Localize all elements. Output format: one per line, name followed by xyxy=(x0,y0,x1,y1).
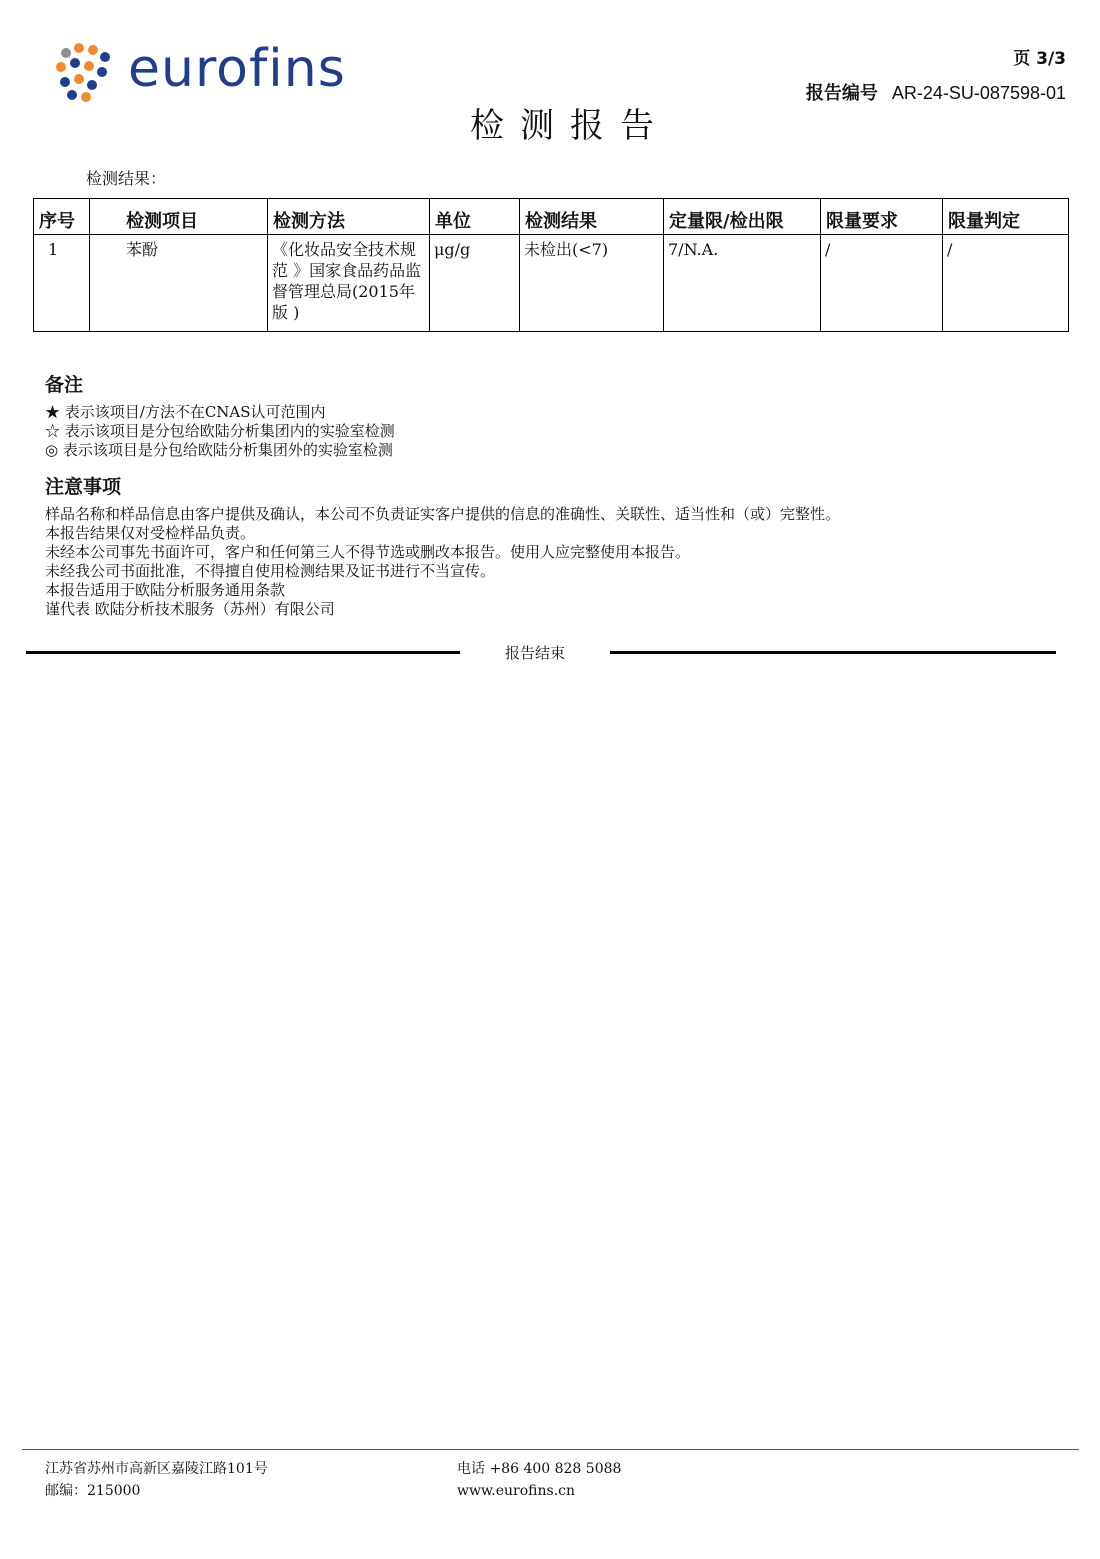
results-section-label: 检测结果： xyxy=(86,169,167,188)
notices-list xyxy=(45,505,840,619)
table-header-row xyxy=(34,199,1069,235)
col-header-limit: 定量限/检出限 xyxy=(664,199,821,235)
remark-line: ★ 表示该项目/方法不在CNAS认可范围内 xyxy=(45,403,326,421)
document-title: 检测报告 xyxy=(470,106,670,146)
end-divider-left xyxy=(26,651,460,654)
report-end-label: 报告结束 xyxy=(504,644,565,662)
remarks-title: 备注 xyxy=(45,374,84,396)
notice-line: 样品名称和样品信息由客户提供及确认，本公司不负责证实客户提供的信息的准确性、关联性、适当性和（或）完整性。 xyxy=(45,505,841,523)
col-header-unit: 单位 xyxy=(430,199,520,235)
footer-postcode: 邮编：215000 xyxy=(45,1483,141,1499)
cell-requirement: / xyxy=(821,235,943,332)
remarks-list xyxy=(45,403,395,460)
notice-line: 谨代表 欧陆分析技术服务（苏州）有限公司 xyxy=(45,600,335,618)
remark-line: ☆ 表示该项目是分包给欧陆分析集团内的实验室检测 xyxy=(45,422,395,440)
col-header-judgment: 限量判定 xyxy=(943,199,1069,235)
col-header-no: 序号 xyxy=(34,199,90,235)
footer-address: 江苏省苏州市高新区嘉陵江路101号 xyxy=(45,1461,268,1477)
notice-line: 未经本公司事先书面许可，客户和任何第三人不得节选或删改本报告。使用人应完整使用本报告。 xyxy=(45,543,691,561)
cell-item: 苯酚 xyxy=(90,235,268,332)
cell-judgment: / xyxy=(943,235,1069,332)
results-table xyxy=(33,198,1069,332)
cell-unit: μg/g xyxy=(430,235,520,332)
brand-name: eurofins xyxy=(128,39,346,99)
notice-line: 未经我公司书面批准，不得擅自使用检测结果及证书进行不当宣传。 xyxy=(45,562,496,580)
cell-no: 1 xyxy=(34,235,90,332)
notice-line: 本报告适用于欧陆分析服务通用条款 xyxy=(45,581,286,599)
cell-result: 未检出(<7) xyxy=(520,235,664,332)
col-header-requirement: 限量要求 xyxy=(821,199,943,235)
col-header-item: 检测项目 xyxy=(90,199,268,235)
footer-right xyxy=(457,1458,621,1502)
col-header-method: 检测方法 xyxy=(268,199,430,235)
footer-left xyxy=(45,1458,268,1502)
remark-line: ◎ 表示该项目是分包给欧陆分析集团外的实验室检测 xyxy=(45,441,393,459)
footer-phone: 电话 +86 400 828 5088 xyxy=(457,1461,622,1477)
cell-limit: 7/N.A. xyxy=(664,235,821,332)
end-divider-right xyxy=(610,651,1056,654)
report-number-value: AR-24-SU-087598-01 xyxy=(891,83,1066,103)
footer-website: www.eurofins.cn xyxy=(457,1483,576,1499)
report-number-label: 报告编号 xyxy=(805,83,878,104)
footer-divider xyxy=(22,1449,1079,1450)
notices-title: 注意事项 xyxy=(45,476,122,498)
table-row xyxy=(34,235,1069,332)
col-header-result: 检测结果 xyxy=(520,199,664,235)
cell-method: 《化妆品安全技术规范 》国家食品药品监督管理总局(2015年版 ) xyxy=(268,235,430,332)
notice-line: 本报告结果仅对受检样品负责。 xyxy=(45,524,256,542)
page-number: 页 3/3 xyxy=(1013,49,1066,69)
